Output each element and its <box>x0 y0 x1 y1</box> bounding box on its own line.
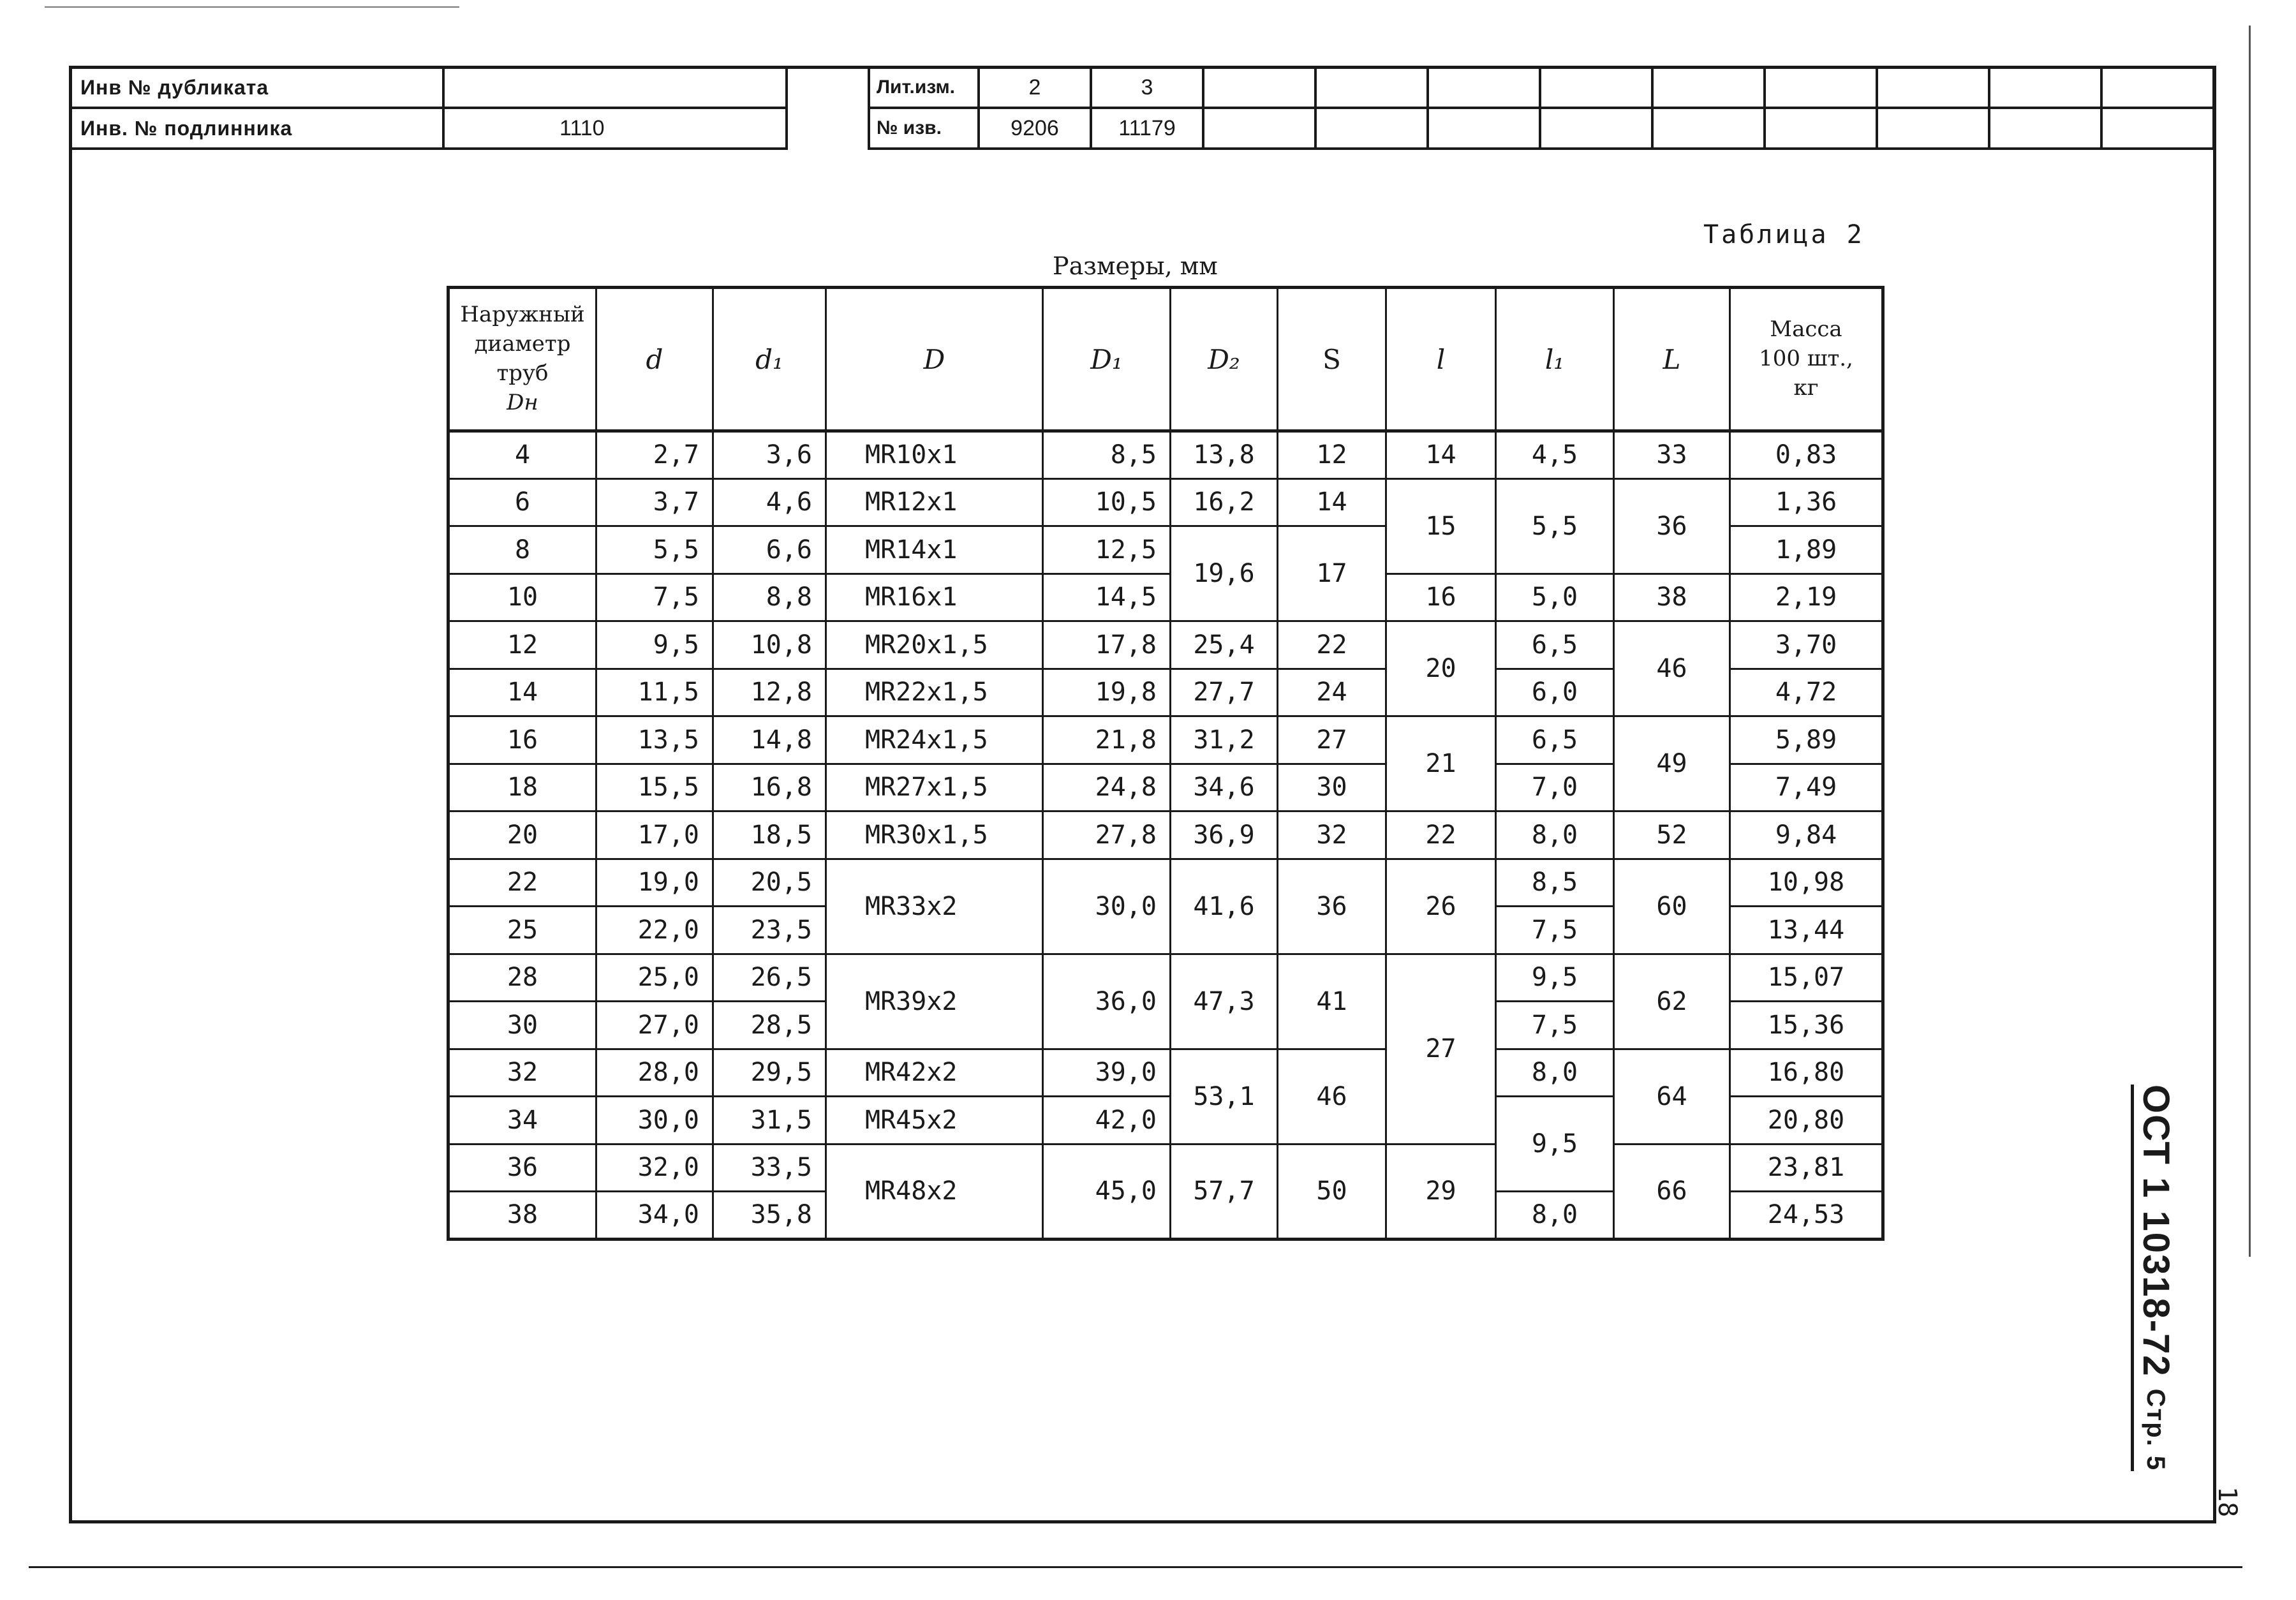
cell-S: 36 <box>1278 859 1386 954</box>
cell-mass: 15,36 <box>1730 1002 1883 1049</box>
cell-L: 38 <box>1614 574 1730 621</box>
cell-D1: 30,0 <box>1043 859 1171 954</box>
header-d1: d₁ <box>713 288 826 431</box>
stamp-cell: 2 <box>979 67 1091 108</box>
cell-D2: 57,7 <box>1171 1144 1278 1239</box>
cell-D: MR27x1,5 <box>826 764 1043 811</box>
cell-D2: 13,8 <box>1171 431 1278 479</box>
cell-dn: 28 <box>448 954 596 1002</box>
table-title: Таблица 2 <box>1703 220 1865 249</box>
table-row <box>448 621 1883 669</box>
cell-d: 2,7 <box>596 431 713 479</box>
header-D: D <box>826 288 1043 431</box>
cell-D2: 27,7 <box>1171 669 1278 716</box>
cell-d: 9,5 <box>596 621 713 669</box>
cell-mass: 7,49 <box>1730 764 1883 811</box>
cell-d: 25,0 <box>596 954 713 1002</box>
stamp-cell: 11179 <box>1091 108 1203 149</box>
cell-l: 20 <box>1386 621 1496 716</box>
cell-l: 16 <box>1386 574 1496 621</box>
cell-l: 21 <box>1386 716 1496 811</box>
header-dn-symbol: Dн <box>507 389 538 415</box>
header-dn-line1: Наружный <box>460 302 585 328</box>
cell-d: 3,7 <box>596 478 713 526</box>
cell-D: MR45x2 <box>826 1097 1043 1144</box>
cell-D2: 19,6 <box>1171 526 1278 621</box>
cell-d1: 14,8 <box>713 716 826 764</box>
stamp-cell <box>1652 108 1765 149</box>
stamp-cell <box>1989 108 2101 149</box>
cell-d: 11,5 <box>596 669 713 716</box>
header-dn-line2: диаметр <box>474 331 571 357</box>
cell-mass: 0,83 <box>1730 431 1883 479</box>
cell-L: 36 <box>1614 478 1730 574</box>
cell-D1: 12,5 <box>1043 526 1171 574</box>
cell-D: MR30x1,5 <box>826 811 1043 859</box>
standard-code-text: ОСТ 1 10318-72 <box>2135 1085 2177 1377</box>
cell-d1: 6,6 <box>713 526 826 574</box>
cell-L: 60 <box>1614 859 1730 954</box>
cell-mass: 3,70 <box>1730 621 1883 669</box>
cell-L: 49 <box>1614 716 1730 811</box>
cell-dn: 22 <box>448 859 596 907</box>
stamp-cell <box>1989 67 2101 108</box>
cell-D: MR48x2 <box>826 1144 1043 1239</box>
cell-d1: 16,8 <box>713 764 826 811</box>
stamp-cell <box>1315 108 1428 149</box>
stamp-cell <box>1540 108 1652 149</box>
stamp-cell <box>1877 67 1989 108</box>
cell-dn: 18 <box>448 764 596 811</box>
cell-dn: 4 <box>448 431 596 479</box>
cell-d1: 33,5 <box>713 1144 826 1192</box>
cell-l1: 7,5 <box>1496 1002 1614 1049</box>
cell-l1: 7,5 <box>1496 907 1614 954</box>
stamp-cell <box>1652 67 1765 108</box>
header-mass-line3: кг <box>1793 374 1819 401</box>
cell-l1: 9,5 <box>1496 1097 1614 1192</box>
cell-l: 29 <box>1386 1144 1496 1239</box>
header-mass-line1: Масса <box>1770 316 1842 343</box>
cell-D: MR14x1 <box>826 526 1043 574</box>
cell-D: MR16x1 <box>826 574 1043 621</box>
cell-S: 27 <box>1278 716 1386 764</box>
cell-d1: 35,8 <box>713 1192 826 1240</box>
stamp-cell <box>1203 67 1315 108</box>
cell-S: 50 <box>1278 1144 1386 1239</box>
stamp-cell <box>1765 108 1877 149</box>
cell-l: 27 <box>1386 954 1496 1144</box>
cell-D: MR22x1,5 <box>826 669 1043 716</box>
cell-dn: 12 <box>448 621 596 669</box>
cell-l: 22 <box>1386 811 1496 859</box>
cell-mass: 9,84 <box>1730 811 1883 859</box>
header-l: l <box>1386 288 1496 431</box>
cell-d: 5,5 <box>596 526 713 574</box>
cell-l1: 6,0 <box>1496 669 1614 716</box>
cell-d1: 20,5 <box>713 859 826 907</box>
cell-D2: 47,3 <box>1171 954 1278 1049</box>
cell-mass: 15,07 <box>1730 954 1883 1002</box>
cell-D: MR33x2 <box>826 859 1043 954</box>
header-D1: D₁ <box>1043 288 1171 431</box>
cell-dn: 16 <box>448 716 596 764</box>
stamp-cell <box>1428 108 1540 149</box>
cell-D2: 31,2 <box>1171 716 1278 764</box>
cell-dn: 25 <box>448 907 596 954</box>
cell-d: 32,0 <box>596 1144 713 1192</box>
cell-dn: 14 <box>448 669 596 716</box>
header-outer-diameter <box>448 288 596 431</box>
stamp-value-duplicate <box>443 67 787 108</box>
cell-dn: 30 <box>448 1002 596 1049</box>
cell-D2: 41,6 <box>1171 859 1278 954</box>
cell-D: MR20x1,5 <box>826 621 1043 669</box>
cell-l1: 4,5 <box>1496 431 1614 479</box>
cell-d1: 29,5 <box>713 1049 826 1097</box>
cell-mass: 24,53 <box>1730 1192 1883 1240</box>
cell-d: 27,0 <box>596 1002 713 1049</box>
cell-S: 14 <box>1278 478 1386 526</box>
cell-dn: 36 <box>448 1144 596 1192</box>
cell-S: 17 <box>1278 526 1386 621</box>
cell-D1: 45,0 <box>1043 1144 1171 1239</box>
cell-mass: 10,98 <box>1730 859 1883 907</box>
cell-d: 7,5 <box>596 574 713 621</box>
cell-D2: 16,2 <box>1171 478 1278 526</box>
table-row <box>448 574 1883 621</box>
standard-code <box>2131 1085 2177 1471</box>
header-d: d <box>596 288 713 431</box>
stamp-cell: 9206 <box>979 108 1091 149</box>
header-D2: D₂ <box>1171 288 1278 431</box>
page-label: Стр. 5 <box>2142 1388 2170 1472</box>
cell-l1: 8,0 <box>1496 1192 1614 1240</box>
cell-D1: 36,0 <box>1043 954 1171 1049</box>
cell-mass: 1,36 <box>1730 478 1883 526</box>
outer-border-right <box>2249 26 2251 1257</box>
cell-dn: 20 <box>448 811 596 859</box>
cell-dn: 34 <box>448 1097 596 1144</box>
cell-d: 15,5 <box>596 764 713 811</box>
cell-d1: 26,5 <box>713 954 826 1002</box>
header-S: S <box>1278 288 1386 431</box>
cell-mass: 5,89 <box>1730 716 1883 764</box>
cell-D1: 10,5 <box>1043 478 1171 526</box>
cell-d1: 31,5 <box>713 1097 826 1144</box>
cell-mass: 13,44 <box>1730 907 1883 954</box>
cell-d: 30,0 <box>596 1097 713 1144</box>
table-row <box>448 478 1883 526</box>
cell-mass: 23,81 <box>1730 1144 1883 1192</box>
cell-D: MR10x1 <box>826 431 1043 479</box>
stamp-row-change-letters <box>869 67 2214 108</box>
cell-L: 52 <box>1614 811 1730 859</box>
cell-mass: 16,80 <box>1730 1049 1883 1097</box>
sheet-number: 18 <box>2212 1486 2242 1518</box>
cell-mass: 4,72 <box>1730 669 1883 716</box>
cell-D1: 24,8 <box>1043 764 1171 811</box>
cell-S: 30 <box>1278 764 1386 811</box>
stamp-cell <box>1877 108 1989 149</box>
cell-d: 28,0 <box>596 1049 713 1097</box>
cell-d1: 10,8 <box>713 621 826 669</box>
cell-L: 46 <box>1614 621 1730 716</box>
cell-d: 13,5 <box>596 716 713 764</box>
cell-d: 19,0 <box>596 859 713 907</box>
header-l1: l₁ <box>1496 288 1614 431</box>
stamp-cell <box>2101 67 2214 108</box>
cell-l1: 5,0 <box>1496 574 1614 621</box>
stamp-label-change-letter: Лит.изм. <box>869 67 979 108</box>
cell-D: MR39x2 <box>826 954 1043 1049</box>
cell-D1: 8,5 <box>1043 431 1171 479</box>
cell-l: 14 <box>1386 431 1496 479</box>
cell-D1: 17,8 <box>1043 621 1171 669</box>
stamp-row-duplicate <box>70 67 787 108</box>
cell-S: 32 <box>1278 811 1386 859</box>
cell-dn: 8 <box>448 526 596 574</box>
cell-dn: 32 <box>448 1049 596 1097</box>
stamp-inventory <box>69 66 788 150</box>
table-row <box>448 811 1883 859</box>
stamp-cell <box>2101 108 2214 149</box>
cell-D: MR42x2 <box>826 1049 1043 1097</box>
dimensions-table <box>447 286 1885 1241</box>
stamp-label-duplicate: Инв № дубликата <box>70 67 443 108</box>
header-mass <box>1730 288 1883 431</box>
cell-l1: 7,0 <box>1496 764 1614 811</box>
cell-D1: 14,5 <box>1043 574 1171 621</box>
cell-d: 17,0 <box>596 811 713 859</box>
cell-D1: 39,0 <box>1043 1049 1171 1097</box>
stamp-cell: 3 <box>1091 67 1203 108</box>
cell-d1: 18,5 <box>713 811 826 859</box>
cell-d: 22,0 <box>596 907 713 954</box>
stamp-label-original: Инв. № подлинника <box>70 108 443 149</box>
cell-l: 15 <box>1386 478 1496 574</box>
cell-d1: 4,6 <box>713 478 826 526</box>
cell-D: MR12x1 <box>826 478 1043 526</box>
cell-d: 34,0 <box>596 1192 713 1240</box>
cell-S: 12 <box>1278 431 1386 479</box>
cell-D: MR24x1,5 <box>826 716 1043 764</box>
cell-L: 33 <box>1614 431 1730 479</box>
stamp-cell <box>1428 67 1540 108</box>
cell-d1: 28,5 <box>713 1002 826 1049</box>
header-dn-line3: труб <box>496 360 549 386</box>
cell-L: 64 <box>1614 1049 1730 1144</box>
sizes-caption: Размеры, мм <box>1053 252 1218 280</box>
cell-l1: 6,5 <box>1496 716 1614 764</box>
cell-l1: 8,0 <box>1496 1049 1614 1097</box>
cell-dn: 6 <box>448 478 596 526</box>
cell-D2: 36,9 <box>1171 811 1278 859</box>
table-header-row <box>448 288 1883 431</box>
cell-S: 41 <box>1278 954 1386 1049</box>
cell-D1: 27,8 <box>1043 811 1171 859</box>
stamp-cell <box>1540 67 1652 108</box>
table-row <box>448 716 1883 764</box>
cell-mass: 20,80 <box>1730 1097 1883 1144</box>
cell-l1: 6,5 <box>1496 621 1614 669</box>
cell-l1: 9,5 <box>1496 954 1614 1002</box>
cell-L: 62 <box>1614 954 1730 1049</box>
stamp-cell <box>1765 67 1877 108</box>
cell-mass: 1,89 <box>1730 526 1883 574</box>
cell-D2: 25,4 <box>1171 621 1278 669</box>
cell-D1: 21,8 <box>1043 716 1171 764</box>
table-row <box>448 859 1883 907</box>
cell-S: 24 <box>1278 669 1386 716</box>
cell-D2: 34,6 <box>1171 764 1278 811</box>
stamp-row-original <box>70 108 787 149</box>
cell-D2: 53,1 <box>1171 1049 1278 1144</box>
table-row <box>448 1049 1883 1097</box>
cell-d1: 23,5 <box>713 907 826 954</box>
outer-border-bottom <box>29 1566 2242 1568</box>
table-row <box>448 954 1883 1002</box>
cell-d1: 3,6 <box>713 431 826 479</box>
cell-d1: 8,8 <box>713 574 826 621</box>
table-row <box>448 431 1883 479</box>
header-L: L <box>1614 288 1730 431</box>
table-row <box>448 1144 1883 1192</box>
cell-S: 46 <box>1278 1049 1386 1144</box>
stamp-label-notice: № изв. <box>869 108 979 149</box>
cell-l1: 8,5 <box>1496 859 1614 907</box>
stamp-value-original: 1110 <box>443 108 787 149</box>
stamp-row-notice-numbers <box>869 108 2214 149</box>
cell-mass: 2,19 <box>1730 574 1883 621</box>
cell-dn: 38 <box>448 1192 596 1240</box>
stamp-cell <box>1203 108 1315 149</box>
cell-S: 22 <box>1278 621 1386 669</box>
cell-d1: 12,8 <box>713 669 826 716</box>
cell-l1: 8,0 <box>1496 811 1614 859</box>
cell-l: 26 <box>1386 859 1496 954</box>
cell-L: 66 <box>1614 1144 1730 1239</box>
cell-dn: 10 <box>448 574 596 621</box>
cell-l1: 5,5 <box>1496 478 1614 574</box>
stamp-changes <box>868 66 2215 150</box>
cell-D1: 19,8 <box>1043 669 1171 716</box>
header-mass-line2: 100 шт., <box>1759 346 1853 372</box>
scan-edge-mark <box>45 6 459 8</box>
cell-D1: 42,0 <box>1043 1097 1171 1144</box>
stamp-cell <box>1315 67 1428 108</box>
